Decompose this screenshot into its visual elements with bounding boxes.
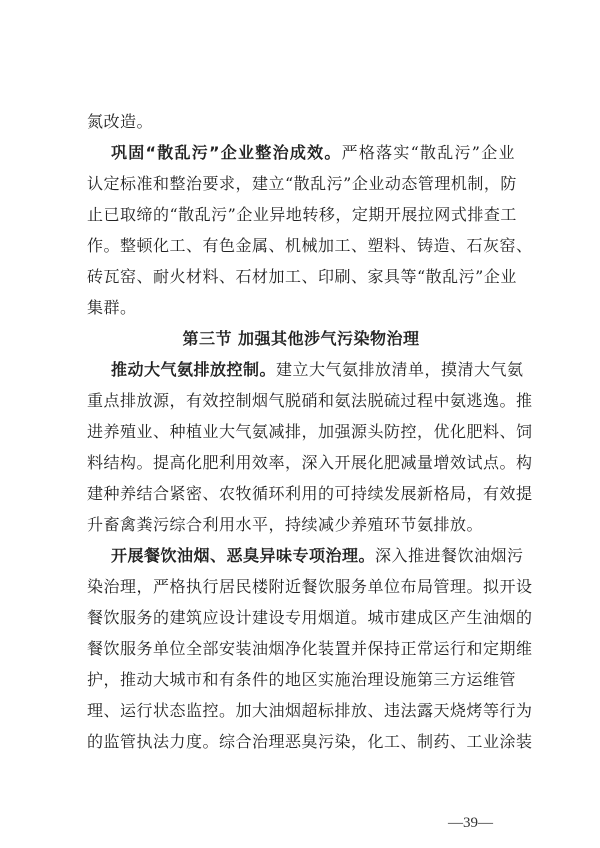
text-line — [87, 540, 524, 571]
line-text: 严格落实“散乱污”企业 — [341, 143, 515, 162]
text-line — [87, 602, 533, 633]
line-text: 砖瓦窑、耐火材料、石材加工、印刷、家具等“散乱污”企业 — [87, 267, 517, 286]
line-text: 深入推进餐饮油烟污 — [375, 546, 524, 565]
line-text: 止已取缔的“散乱污”企业异地转移，定期开展拉网式排查工 — [87, 205, 517, 224]
bold-lead: 开展餐饮油烟、恶臭异味专项治理。 — [111, 546, 376, 565]
line-text: 建立大气氨排放清单，摸清大气氨 — [276, 360, 524, 379]
text-line — [87, 261, 515, 292]
text-line — [87, 633, 533, 664]
line-text: 护，推动大城市和有条件的地区实施治理设施第三方运维管 — [87, 670, 517, 689]
line-text: 餐饮服务单位全部安装油烟净化装置并保持正常运行和定期维 — [87, 639, 533, 658]
text-line — [87, 385, 533, 416]
text-line — [87, 137, 515, 168]
bold-lead: 推动大气氨排放控制。 — [111, 360, 277, 379]
line-text: 集群。 — [87, 298, 137, 317]
line-text: 料结构。提高化肥利用效率，深入开展化肥减量增效试点。构 — [87, 453, 533, 472]
text-line — [87, 478, 533, 509]
line-text: 作。整顿化工、有色金属、机械加工、塑料、铸造、石灰窑、 — [87, 236, 533, 255]
line-text: 认定标准和整治要求，建立“散乱污”企业动态管理机制，防 — [87, 174, 517, 193]
line-text: 氮改造。 — [87, 112, 154, 131]
line-text: 染治理，严格执行居民楼附近餐饮服务单位布局管理。拟开设 — [87, 577, 533, 596]
page-number: —39— — [448, 815, 493, 831]
text-line — [87, 726, 533, 757]
text-line — [87, 416, 533, 447]
text-line — [87, 168, 515, 199]
text-line — [87, 199, 515, 230]
section-heading: 第三节 加强其他涉气污染物治理 — [182, 329, 420, 348]
text-line — [87, 106, 515, 137]
document-body — [87, 106, 533, 757]
text-line — [87, 447, 533, 478]
text-line — [87, 509, 515, 540]
line-text: 理、运行状态监控。加大油烟超标排放、违法露天烧烤等行为 — [87, 701, 533, 720]
line-text: 餐饮服务的建筑应设计建设专用烟道。城市建成区产生油烟的 — [87, 608, 533, 627]
text-line — [87, 292, 515, 323]
line-text: 升畜禽粪污综合利用水平，持续减少养殖环节氨排放。 — [87, 515, 484, 534]
text-line — [87, 664, 515, 695]
text-line — [87, 230, 533, 261]
line-text: 进养殖业、种植业大气氨减排，加强源头防控，优化肥料、饲 — [87, 422, 533, 441]
text-line — [87, 354, 524, 385]
line-text: 建种养结合紧密、农牧循环利用的可持续发展新格局，有效提 — [87, 484, 533, 503]
text-line — [87, 571, 533, 602]
bold-lead: 巩固“散乱污”企业整治成效。 — [111, 143, 342, 162]
text-line — [87, 695, 533, 726]
line-text: 重点排放源，有效控制烟气脱硝和氨法脱硫过程中氨逃逸。推 — [87, 391, 533, 410]
line-text: 的监管执法力度。综合治理恶臭污染，化工、制药、工业涂装 — [87, 732, 533, 751]
